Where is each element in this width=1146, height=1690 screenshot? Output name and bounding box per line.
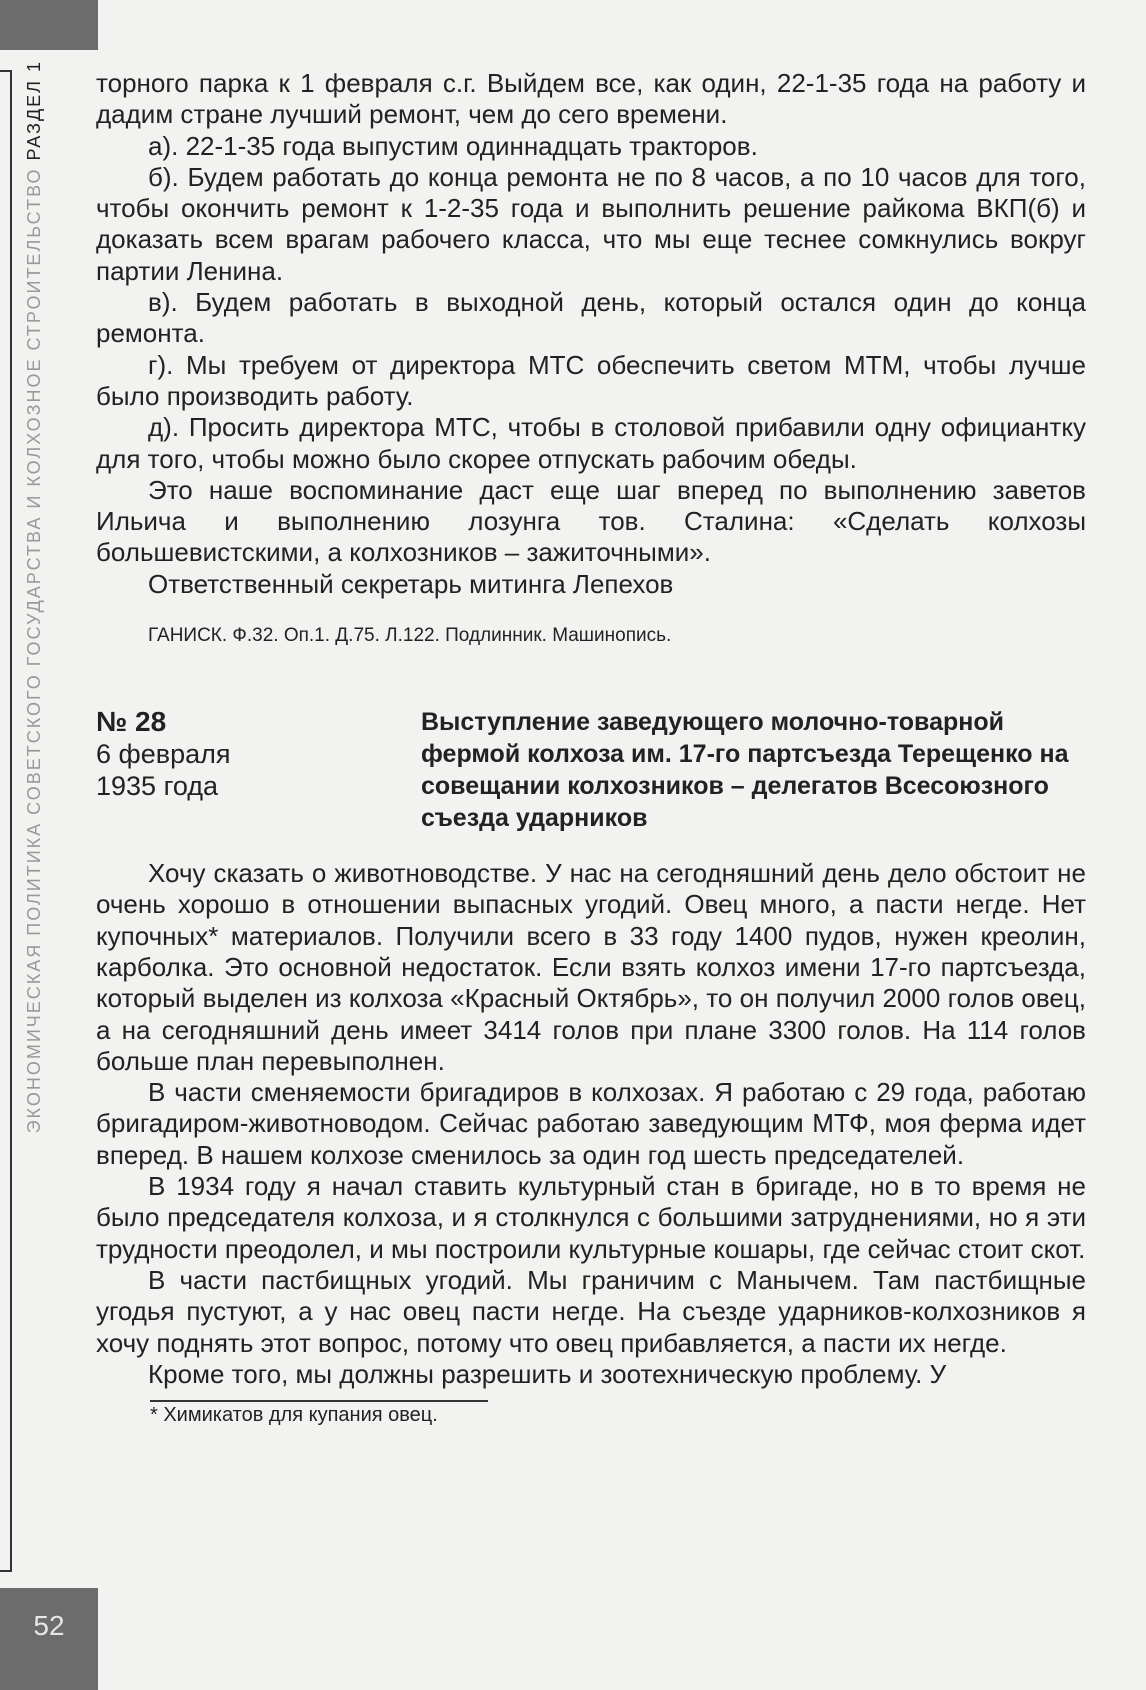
page-content [96, 68, 1086, 1428]
body-paragraph: Хочу сказать о животноводстве. У нас на сегодняшний день дело обстоит не очень хорошо в отношении выпасных угодий. Овец много, а пасти негде. Нет купочных* материалов. Получили всего в 33 году 1400 пудов, нужен креолин, карболка. Это основной недостаток. Если взять колхоз имени 17-го партсъезда, который выделен из колхоза «Красный Октябрь», то он получил 2000 голов овец, а на сегодняшний день имеет 3414 голов при плане 3300 голов. На 114 голов больше план перевыполнен. [96, 858, 1086, 1076]
page-number: 52 [33, 1610, 65, 1641]
paragraph: торного парка к 1 февраля с.г. Выйдем все, как один, 22-1-35 года на работу и дадим стране лучший ремонт, чем до сего времени. [96, 68, 1086, 130]
document-header [96, 706, 1086, 834]
paragraph: г). Мы требуем от директора МТС обеспечить светом МТМ, чтобы лучше было производить работу. [96, 349, 1086, 411]
document-date-line2: 1935 года [96, 771, 219, 802]
document-meta [96, 706, 421, 834]
paragraph: Это наше воспоминание даст еще шаг вперед по выполнению заветов Ильича и выполнению лозунга тов. Сталина: «Сделать колхозы большевистскими, а колхозников – зажиточными». [96, 474, 1086, 568]
paragraph: а). 22-1-35 года выпустим одиннадцать тракторов. [148, 130, 758, 161]
paragraph: д). Просить директора МТС, чтобы в столовой прибавили одну официантку для того, чтобы можно было скорее отпускать рабочим обеды. [96, 412, 1086, 474]
body-paragraph: В 1934 году я начал ставить культурный стан в бригаде, но в то время не было председателя колхоза, и я столкнулся с большими затруднениями, но я эти трудности преодолел, и мы построили культурные кошары, где сейчас стоит скот. [96, 1171, 1086, 1264]
paragraph: б). Будем работать до конца ремонта не по 8 часов, а по 10 часов для того, чтобы окончить ремонт к 1-2-35 года и выполнить решение райкома ВКП(б) и доказать всем врагам рабочего класса, что мы еще теснее сомкнулись вокруг партии Ленина. [96, 161, 1086, 286]
document-number: № 28 [96, 706, 167, 738]
side-frame [0, 70, 12, 1572]
document-date-line1: 6 февраля [96, 739, 231, 770]
body-paragraph: В части пастбищных угодий. Мы граничим с Манычем. Там пастбищные угодья пустуют, а у нас овец пасти негде. На съезде ударников-колхозников я хочу поднять этот вопрос, потому что овец прибавляется, а пасти их негде. [96, 1264, 1086, 1358]
footnote: * Химикатов для купания овец. [150, 1404, 438, 1427]
top-corner-block [0, 0, 98, 50]
paragraph: в). Будем работать в выходной день, который остался один до конца ремонта. [96, 287, 1086, 349]
side-running-title [18, 60, 62, 1510]
body-paragraph: Кроме того, мы должны разрешить и зоотехническую проблему. У [148, 1358, 947, 1389]
signature-line: Ответственный секретарь митинга Лепехов [148, 568, 674, 599]
side-label-text [24, 60, 45, 1340]
document-title: Выступление заведующего молочно-товарной фермой колхоза им. 17-го партсъезда Терещенко на совещании колхозников – делегатов Всесоюзного съезда ударников [421, 708, 1069, 833]
archive-source: ГАНИСК. Ф.32. Оп.1. Д.75. Л.122. Подлинник. Машинопись. [148, 625, 672, 647]
running-title: ЭКОНОМИЧЕСКАЯ ПОЛИТИКА СОВЕТСКОГО ГОСУДАРСТВА И КОЛХОЗНОЕ СТРОИТЕЛЬСТВО [24, 167, 44, 1134]
section-label: РАЗДЕЛ 1 [24, 60, 44, 161]
body-paragraph: В части сменяемости бригадиров в колхозах. Я работаю с 29 года, работаю бригадиром-животноводом. Сейчас работаю заведующим МТФ, моя ферма идет вперед. В нашем колхозе сменилось за один год шесть председателей. [96, 1077, 1086, 1170]
